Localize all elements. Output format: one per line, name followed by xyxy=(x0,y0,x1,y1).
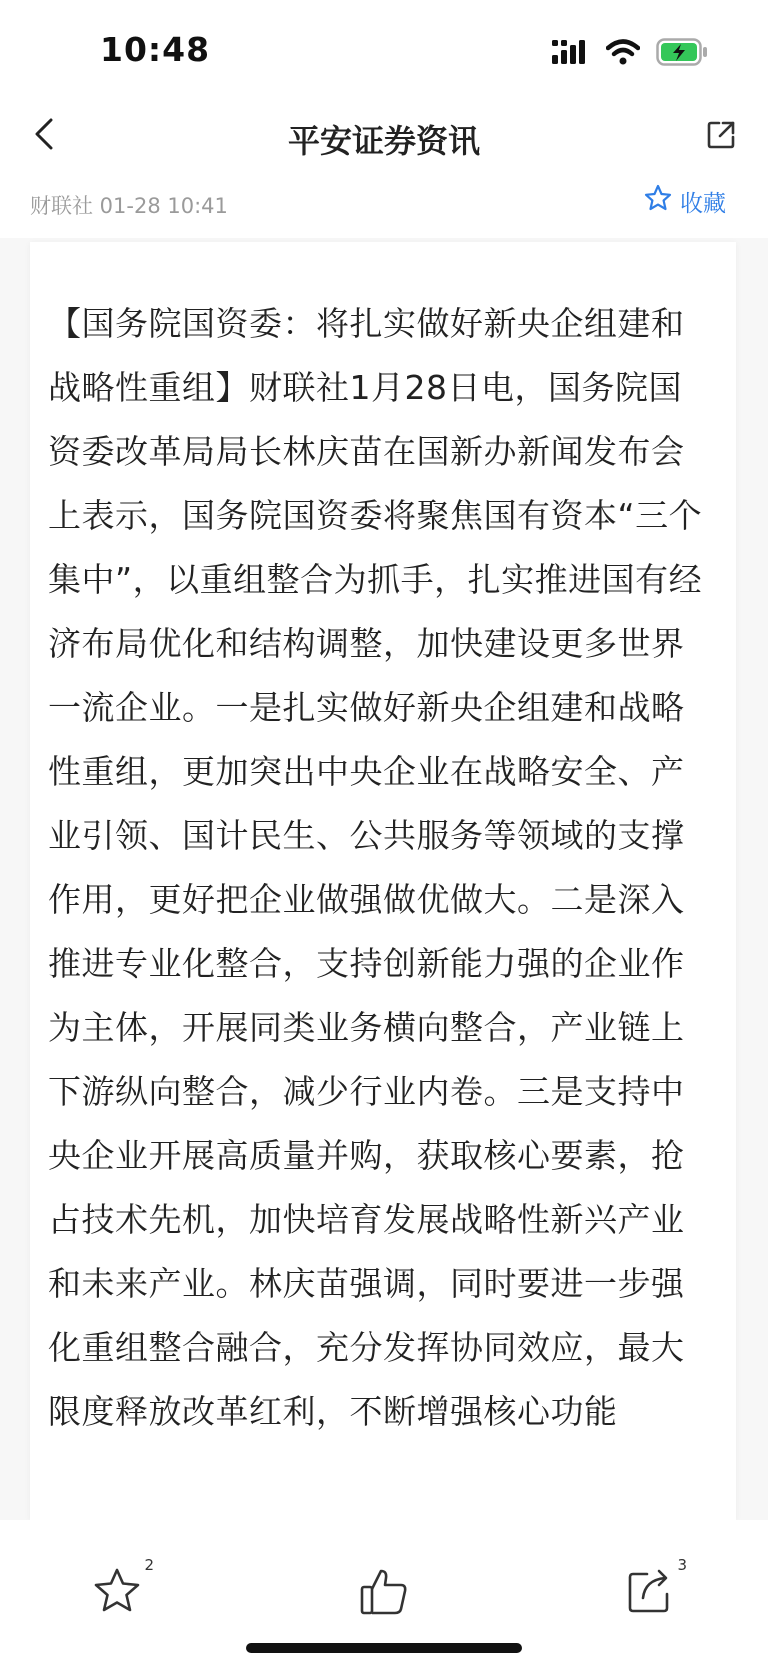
battery-charging-icon xyxy=(656,38,708,70)
status-icons xyxy=(552,38,708,70)
favorite-button[interactable] xyxy=(644,184,726,218)
thumbs-up-icon xyxy=(358,1565,410,1621)
article-card xyxy=(30,242,736,1520)
favorite-label: 收藏 xyxy=(680,190,726,217)
nav-bar xyxy=(0,100,768,190)
bottom-favorite-button[interactable] xyxy=(72,1548,162,1638)
status-time: 10:48 xyxy=(100,30,211,69)
like-button[interactable] xyxy=(339,1548,429,1638)
share-count: 3 xyxy=(677,1556,687,1574)
wifi-icon xyxy=(606,39,640,69)
star-icon xyxy=(644,184,672,218)
text-fade xyxy=(30,1460,736,1520)
bottom-action-bar xyxy=(0,1520,768,1665)
status-bar xyxy=(0,0,768,100)
open-external-icon xyxy=(706,120,736,154)
favorite-count: 2 xyxy=(144,1556,154,1574)
star-icon xyxy=(92,1566,142,1620)
share-button[interactable] xyxy=(605,1548,695,1638)
article-meta xyxy=(0,182,768,238)
open-external-button[interactable] xyxy=(698,114,744,160)
article-body: 【国务院国资委：将扎实做好新央企组建和战略性重组】财联社1月28日电，国务院国资委改革局局长林庆苗在国新办新闻发布会上表示，国务院国资委将聚焦国有资本“三个集中”，以重组整合为抓手，扎实推进国有经济布局优化和结构调整，加快建设更多世界一流企业。一是扎实做好新央企组建和战略性重组，更加突出中央企业在战略安全、产业引领、国计民生、公共服务等领域的支撑作用，更好把企业做强做优做大。二是深入推进专业化整合，支持创新能力强的企业作为主体，开展同类业务横向整合，产业链上下游纵向整合，减少行业内卷。三是支持中央企业开展高质量并购，获取核心要素，抢占技术先机，加快培育发展战略性新兴产业和未来产业。林庆苗强调，同时要进一步强化重组整合融合，充分发挥协同效应，最大限度释放改革红利，不断增强核心功能 xyxy=(48,304,703,1431)
share-icon xyxy=(625,1566,675,1620)
home-indicator[interactable] xyxy=(246,1643,522,1653)
page-title: 平安证券资讯 xyxy=(287,122,480,160)
article-source-time: 财联社 01-28 10:41 xyxy=(30,194,228,218)
signal-icon xyxy=(552,40,590,68)
